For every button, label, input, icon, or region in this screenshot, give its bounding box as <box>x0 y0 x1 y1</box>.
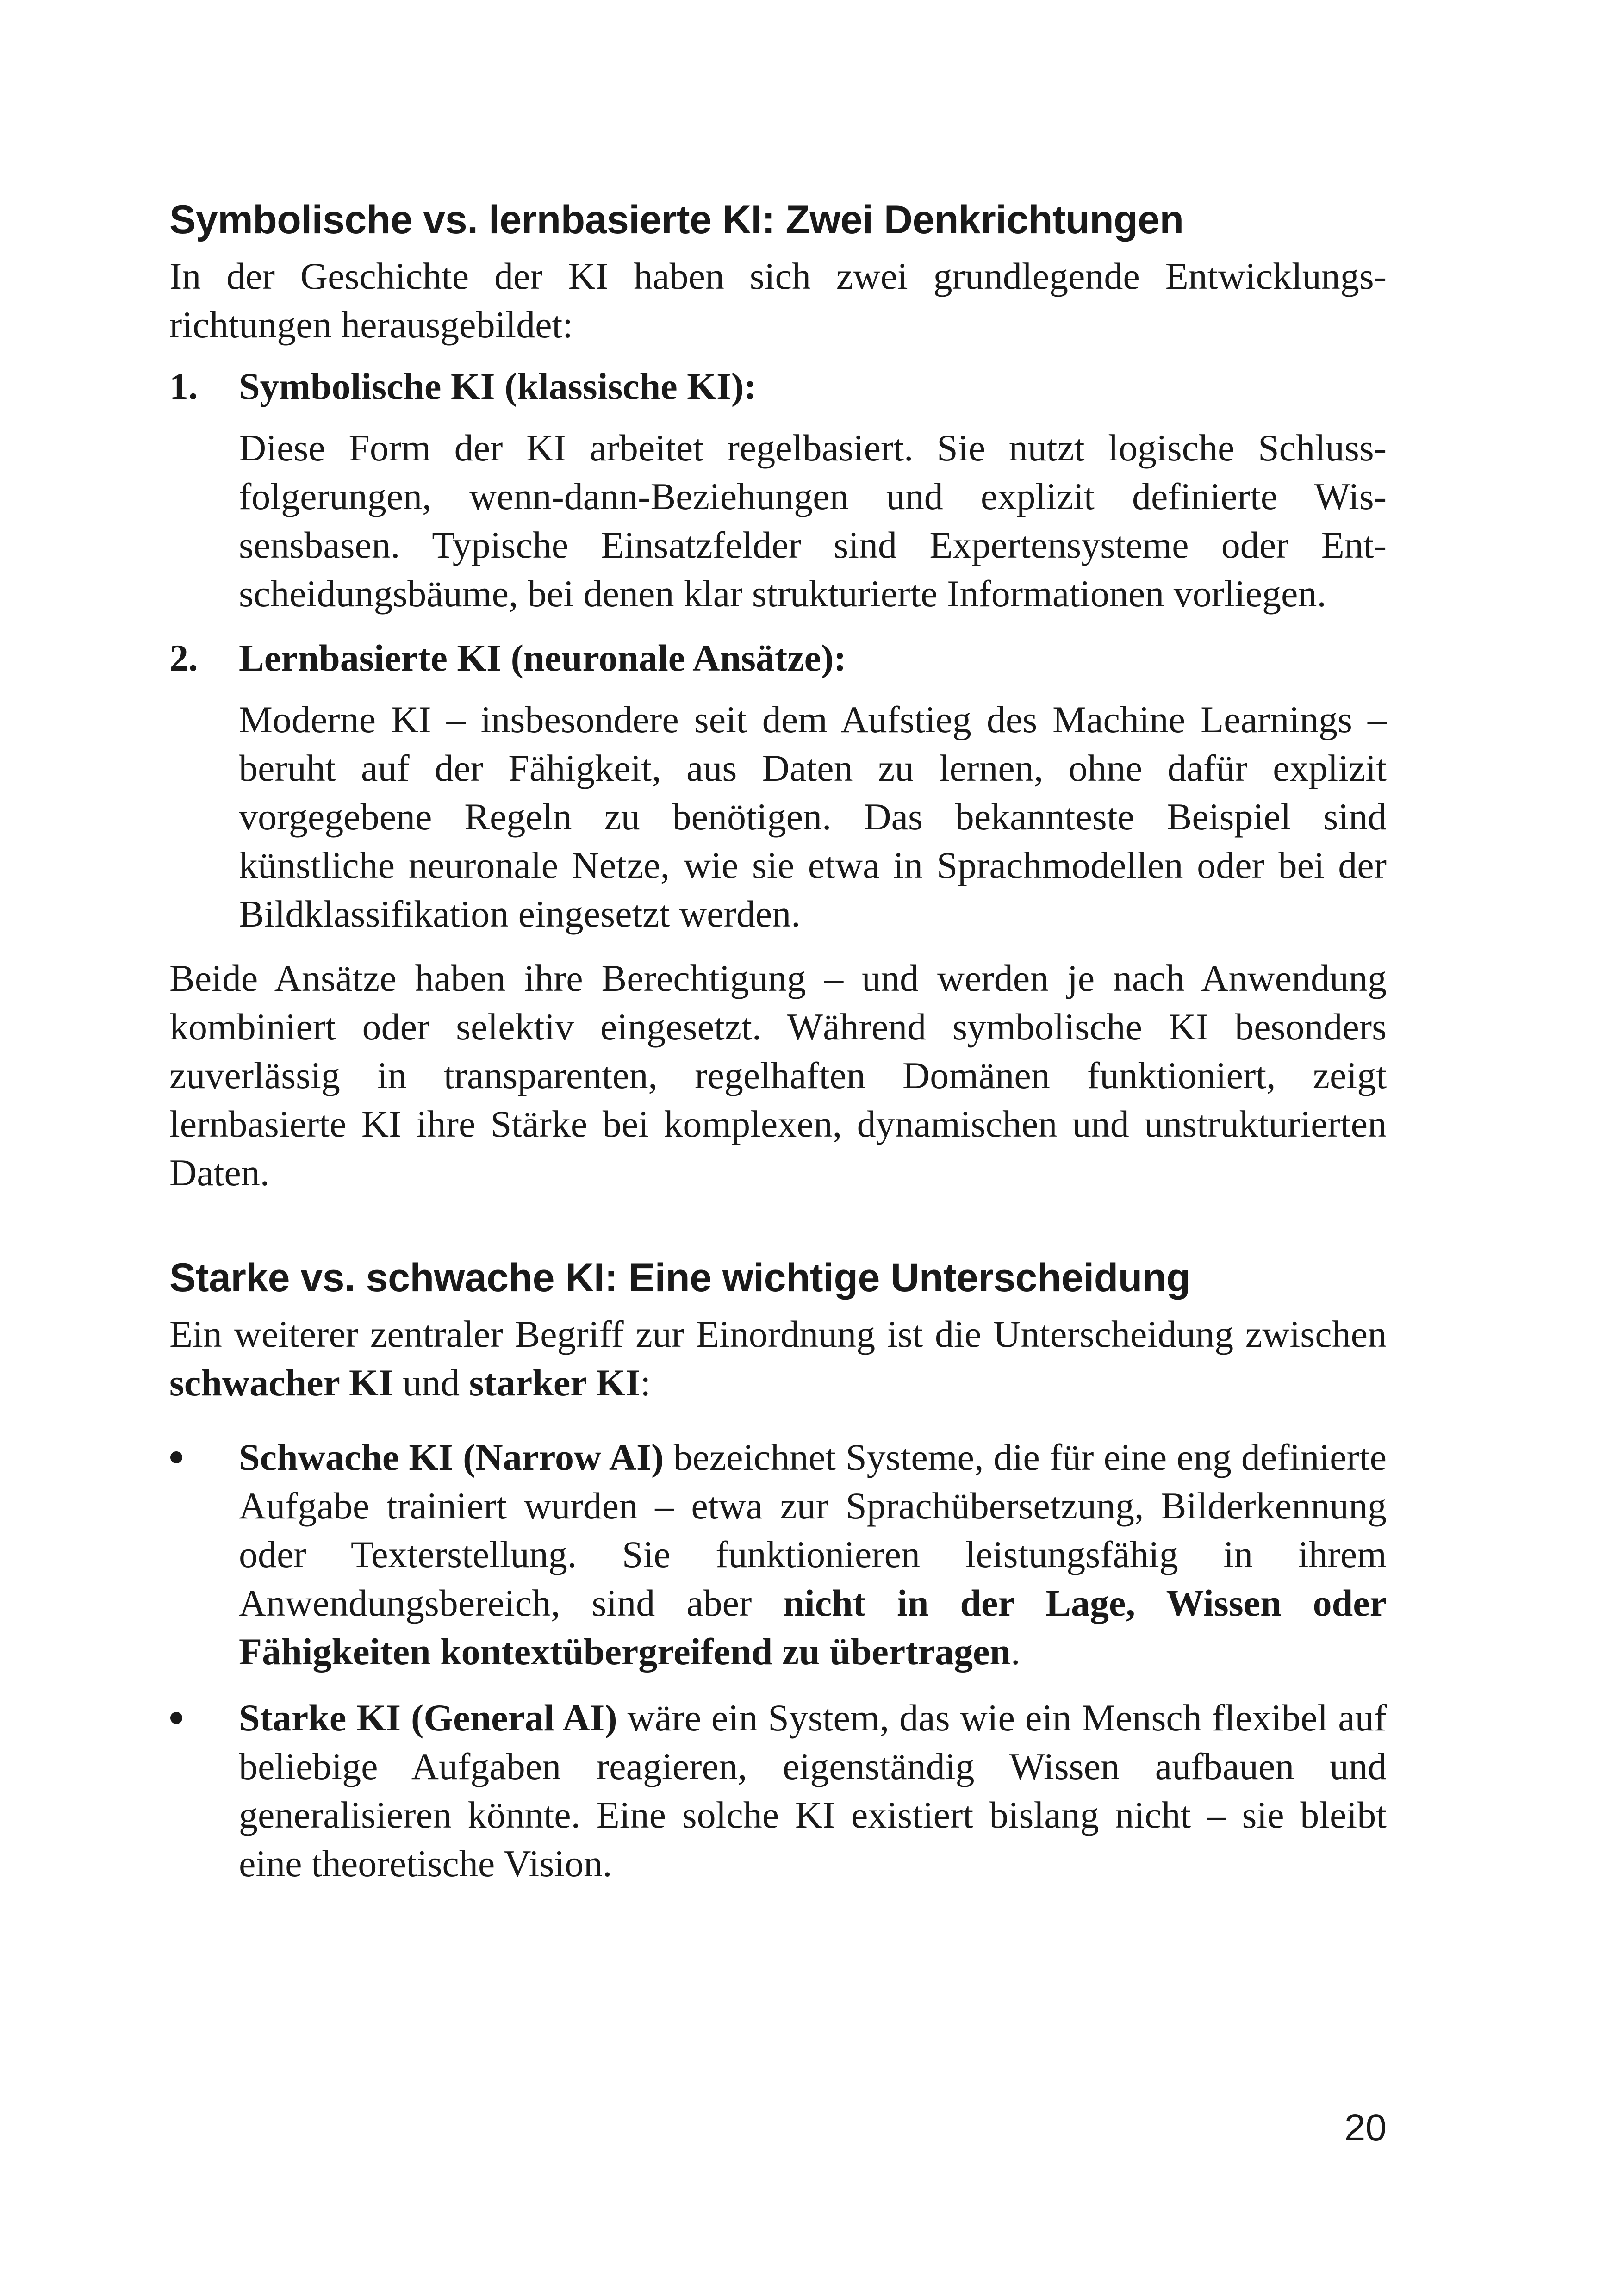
list-number: 1. <box>169 365 198 407</box>
numbered-list <box>169 362 1387 938</box>
bullet-lead: Schwache KI (Narrow AI) <box>239 1436 664 1478</box>
section-intro-paragraph: In der Geschichte der KI haben sich zwei grundlegende Entwicklungsrichtungen herausgebildet: <box>169 255 1387 346</box>
list-number: 2. <box>169 637 198 679</box>
bullet-emphasis: nicht in der Lage, Wissen oder Fähigkeiten kontextübergreifend zu übertragen <box>239 1582 1387 1673</box>
intro-text-mid: und <box>393 1362 469 1404</box>
intro-text-end: : <box>640 1362 651 1404</box>
intro-text: Ein weiterer zentraler Begriff zur Einordnung ist die Unterscheidung zwischen <box>169 1313 1387 1355</box>
section-intro-paragraph-2 <box>169 1310 1387 1407</box>
numbered-list-item-symbolic <box>169 362 1387 618</box>
intro-term-weak: schwacher KI <box>169 1362 393 1404</box>
bullet-icon <box>170 1712 182 1724</box>
section-heading-symbolic-vs-learning: Symbolische vs. lernbasierte KI: Zwei Denkrichtungen <box>169 198 1184 242</box>
bullet-body: wäre ein System, das wie ein Mensch flexibel auf beliebige Aufgaben reagieren, eigenständig Wissen aufbauen und generalisieren könnte. Eine solche KI existiert bislang nicht – sie bleibt eine theoretische Vision. <box>239 1697 1387 1885</box>
bullet-lead: Starke KI (General AI) <box>239 1697 617 1739</box>
bullet-item-strong-ai <box>169 1693 1387 1888</box>
bullet-list <box>169 1433 1387 1888</box>
bullet-item-weak-ai <box>169 1433 1387 1676</box>
bullet-icon <box>170 1451 182 1463</box>
bullet-text <box>239 1693 1387 1888</box>
bullet-tail: . <box>1011 1630 1021 1673</box>
section-closing-paragraph: Beide Ansätze haben ihre Berechtigung – und werden je nach Anwendung kombiniert oder selektiv eingesetzt. Während symbolische KI besonders zuverlässig in transparenten, regelhaften Domänen funktioniert, zeigt lernbasierte KI ihre Stärke bei komplexen, dynamischen und unstrukturierten Daten. <box>169 957 1387 1194</box>
page-number: 20 <box>1344 2107 1387 2149</box>
bullet-text <box>239 1433 1387 1676</box>
intro-term-strong: starker KI <box>469 1362 641 1404</box>
bullet-body: bezeichnet Systeme, die für eine eng definierte Aufgabe trainiert wurden – etwa zur Sprachübersetzung, Bilderkennung oder Texterstellung. Sie funktionieren leistungsfähig in ihrem Anwendungsbereich, sind aber <box>239 1436 1387 1624</box>
list-item-body: Diese Form der KI arbeitet regelbasiert. Sie nutzt logische Schlussfolgerungen, wenn-dann-Beziehungen und explizit definierte Wissensbasen. Typische Einsatzfelder sind Expertensysteme oder Entscheidungsbäume, bei denen klar strukturierte Informationen vorliegen. <box>239 427 1387 615</box>
section-heading-strong-vs-weak: Starke vs. schwache KI: Eine wichtige Unterscheidung <box>169 1256 1190 1300</box>
list-item-title: Lernbasierte KI (neuronale Ansätze): <box>239 637 846 679</box>
list-item-title: Symbolische KI (klassische KI): <box>239 365 757 407</box>
page-content <box>169 194 1387 1905</box>
numbered-list-item-learning <box>169 634 1387 938</box>
list-item-body: Moderne KI – insbesondere seit dem Aufstieg des Machine Learnings – beruht auf der Fähigkeit, aus Daten zu lernen, ohne dafür explizit vorgegebene Regeln zu benötigen. Das bekannteste Beispiel sind künstliche neuronale Netze, wie sie etwa in Sprachmodellen oder bei der Bildklassifikation eingesetzt werden. <box>239 698 1387 935</box>
